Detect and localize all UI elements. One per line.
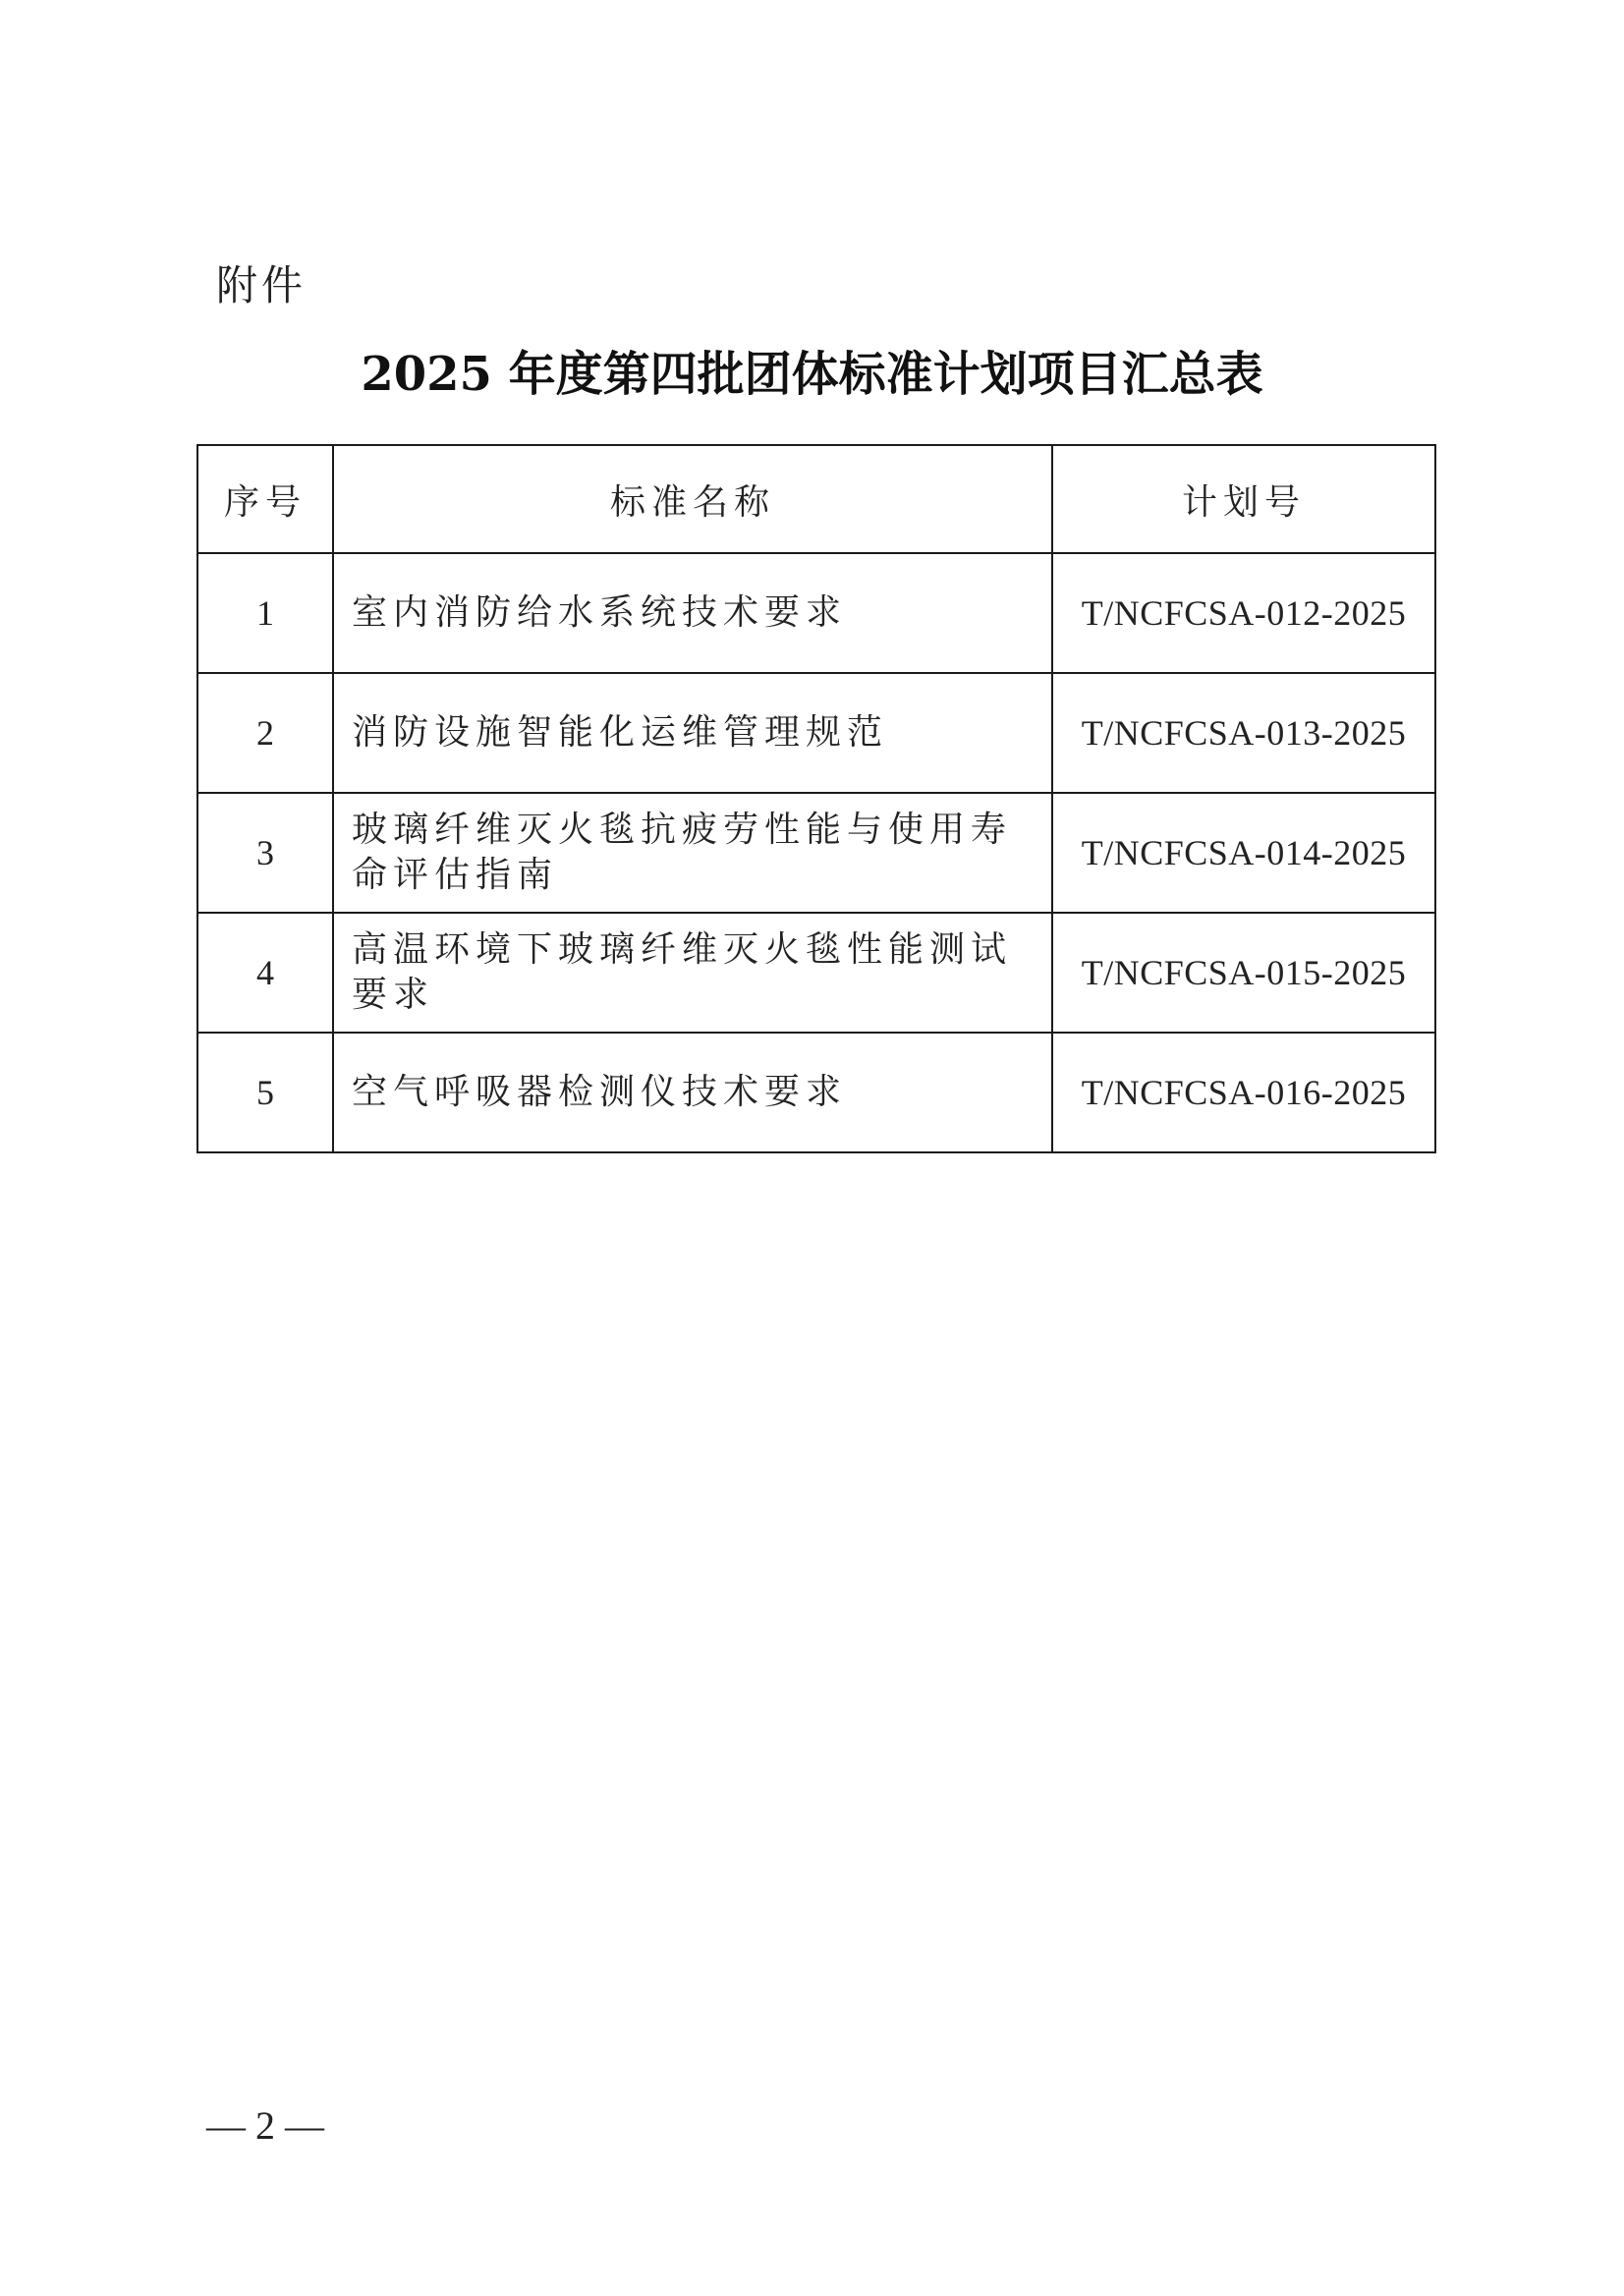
attachment-label: 附件 (216, 261, 308, 309)
table-header-row (197, 445, 1435, 553)
row-plan-number: T/NCFCSA-013-2025 (1052, 673, 1435, 793)
row-standard-name: 室内消防给水系统技术要求 (333, 553, 1052, 673)
page-number: — 2 — (206, 2103, 324, 2148)
header-plan-number: 计划号 (1052, 445, 1435, 553)
table-row (197, 793, 1435, 913)
row-serial-number: 3 (197, 793, 333, 913)
row-serial-number: 1 (197, 553, 333, 673)
row-plan-number: T/NCFCSA-014-2025 (1052, 793, 1435, 913)
table-row (197, 1033, 1435, 1152)
row-standard-name: 消防设施智能化运维管理规范 (333, 673, 1052, 793)
row-plan-number: T/NCFCSA-012-2025 (1052, 553, 1435, 673)
row-standard-name: 高温环境下玻璃纤维灭火毯性能测试要求 (333, 913, 1052, 1033)
table-row (197, 553, 1435, 673)
document-title: 2025 年度第四批团体标准计划项目汇总表 (361, 347, 1263, 402)
row-serial-number: 2 (197, 673, 333, 793)
row-plan-number: T/NCFCSA-015-2025 (1052, 913, 1435, 1033)
table-row (197, 673, 1435, 793)
row-plan-number: T/NCFCSA-016-2025 (1052, 1033, 1435, 1152)
header-serial-number: 序号 (197, 445, 333, 553)
header-standard-name: 标准名称 (333, 445, 1052, 553)
table-row (197, 913, 1435, 1033)
standards-plan-table (196, 444, 1436, 1153)
row-serial-number: 4 (197, 913, 333, 1033)
row-serial-number: 5 (197, 1033, 333, 1152)
row-standard-name: 空气呼吸器检测仪技术要求 (333, 1033, 1052, 1152)
row-standard-name: 玻璃纤维灭火毯抗疲劳性能与使用寿命评估指南 (333, 793, 1052, 913)
